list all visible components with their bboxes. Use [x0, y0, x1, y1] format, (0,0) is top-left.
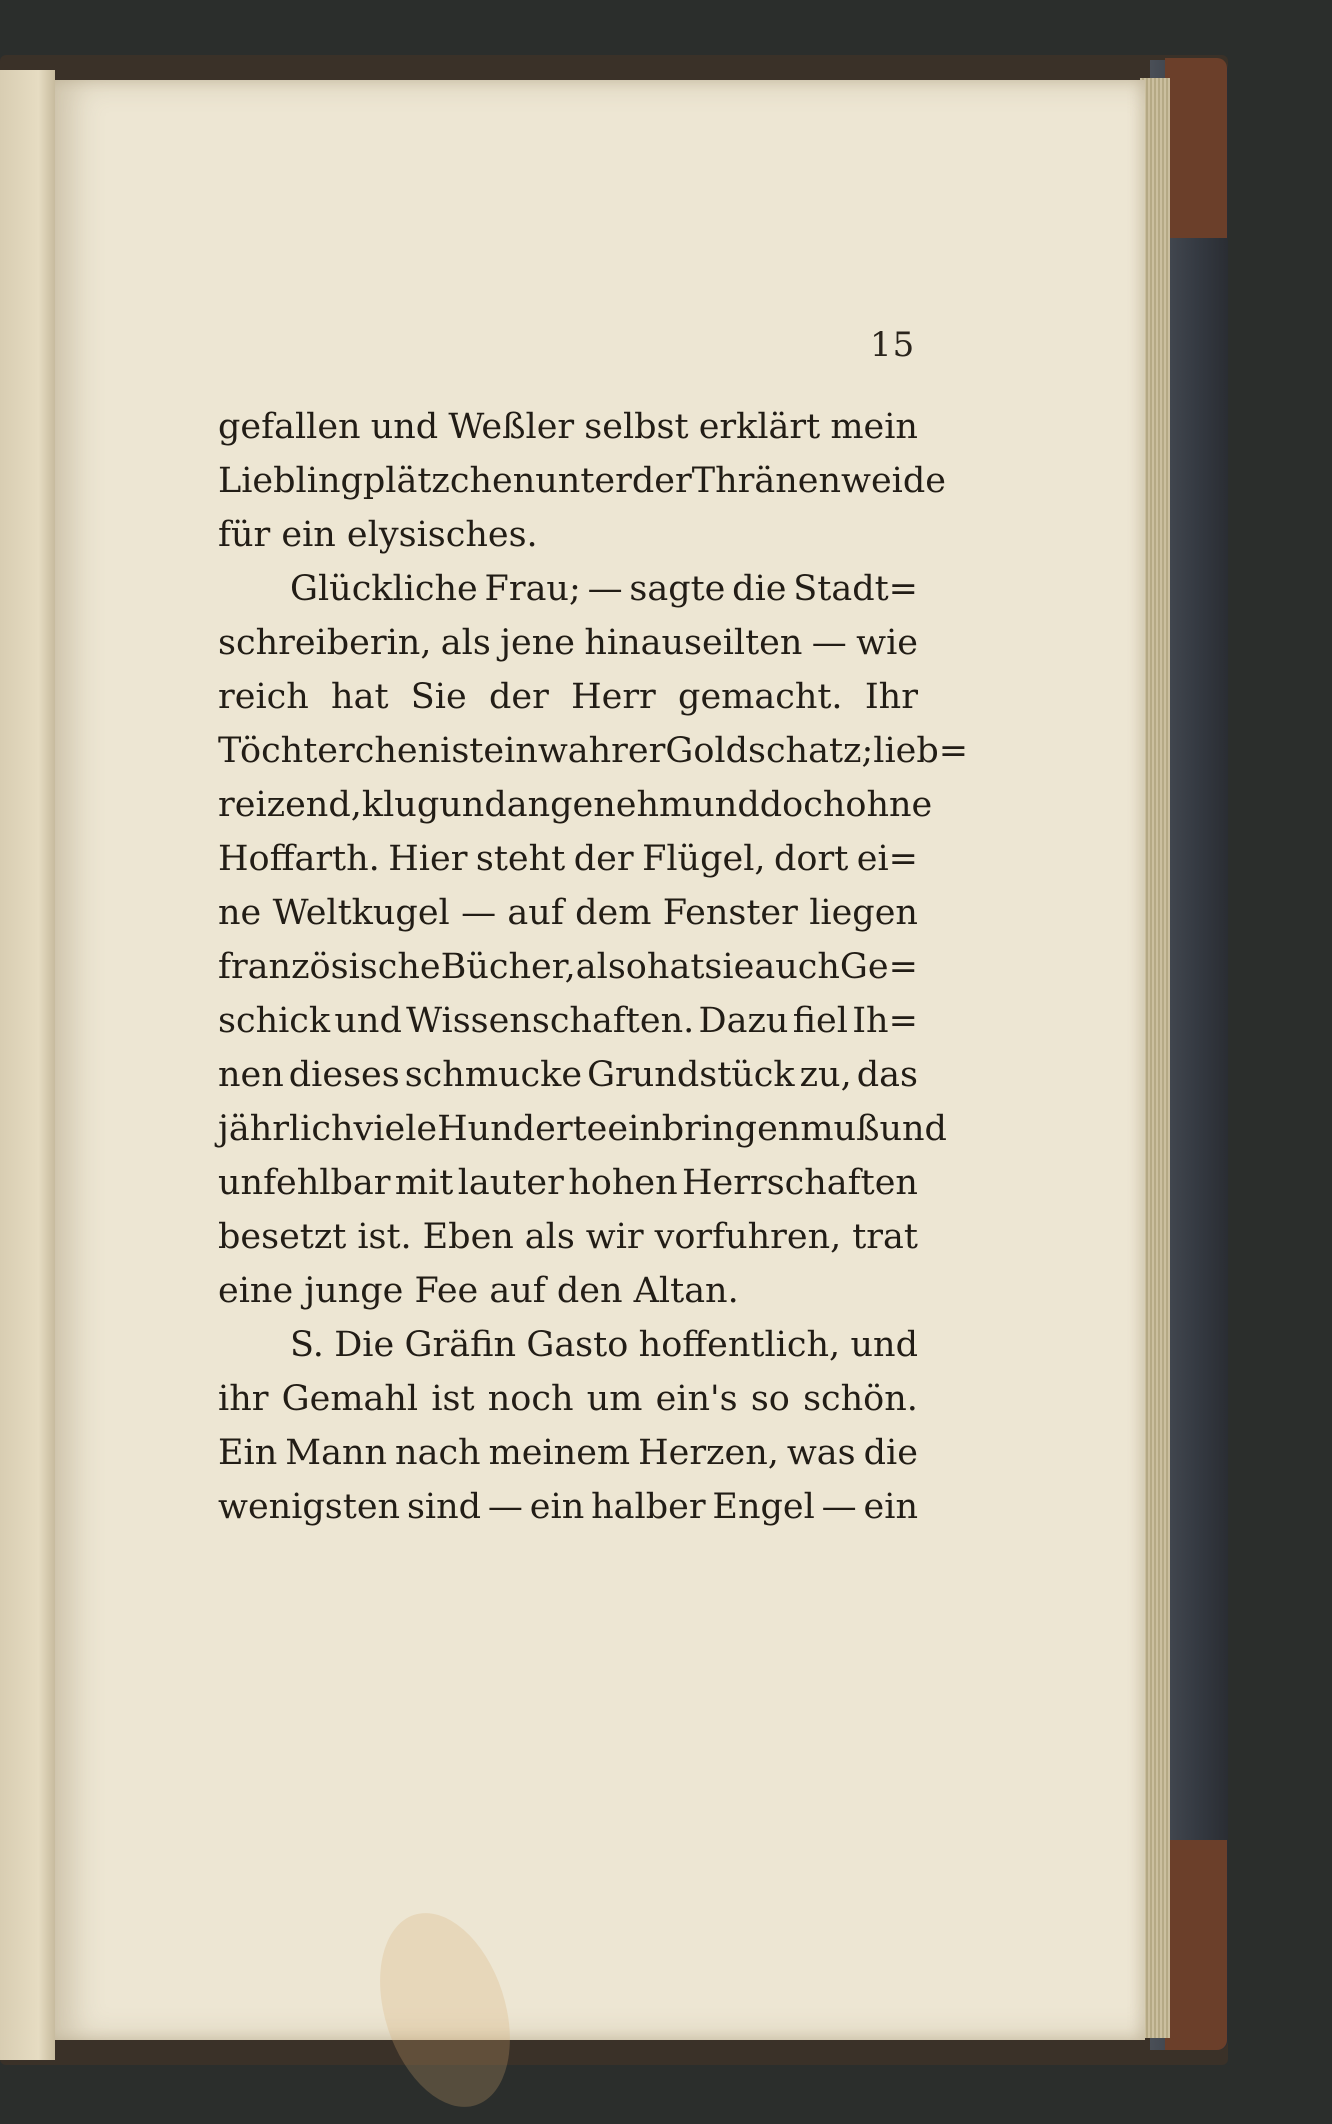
text-line: für ein elysisches.	[218, 515, 538, 555]
text-line: schick und Wissenschaften. Dazu fiel Ih=	[218, 1001, 918, 1041]
text-line: eine junge Fee auf den Altan.	[218, 1271, 739, 1311]
text-line: Hoffarth. Hier steht der Flügel, dort ei=	[218, 839, 918, 879]
text-line: unfehlbar mit lauter hohen Herrschaften	[218, 1163, 918, 1203]
previous-page-edge	[0, 70, 55, 2060]
text-line: reich hat Sie der Herr gemacht. Ihr	[218, 677, 918, 717]
text-line: französische Bücher, also hat sie auch Ge=	[218, 947, 918, 987]
page-number: 15	[870, 325, 916, 365]
text-line: Lieblingplätzchen unter der Thränenweide	[218, 461, 946, 501]
text-line: Töchterchen ist ein wahrer Goldschatz; lieb=	[218, 731, 969, 771]
text-line: S. Die Gräfin Gasto hoffentlich, und	[290, 1325, 918, 1365]
text-line: ihr Gemahl ist noch um ein's so schön.	[218, 1379, 918, 1419]
body-text	[218, 400, 969, 1534]
text-line: nen dieses schmucke Grundstück zu, das	[218, 1055, 918, 1095]
text-line: gefallen und Weßler selbst erklärt mein	[218, 407, 918, 447]
text-line: schreiberin, als jene hinauseilten — wie	[218, 623, 918, 663]
text-line: Glückliche Frau; — sagte die Stadt=	[290, 569, 918, 609]
text-line: jährlich viele Hunderte einbringen muß und	[218, 1109, 947, 1149]
leather-corner-top	[1165, 58, 1227, 238]
text-line: besetzt ist. Eben als wir vorfuhren, trat	[218, 1217, 918, 1257]
text-line: Ein Mann nach meinem Herzen, was die	[218, 1433, 918, 1473]
text-line: wenigsten sind — ein halber Engel — ein	[218, 1487, 918, 1527]
leather-corner-bottom	[1165, 1840, 1227, 2050]
text-line: reizend, klug und angenehm und doch ohne	[218, 785, 933, 825]
page-stain	[357, 1896, 533, 2123]
text-line: ne Weltkugel — auf dem Fenster liegen	[218, 893, 918, 933]
